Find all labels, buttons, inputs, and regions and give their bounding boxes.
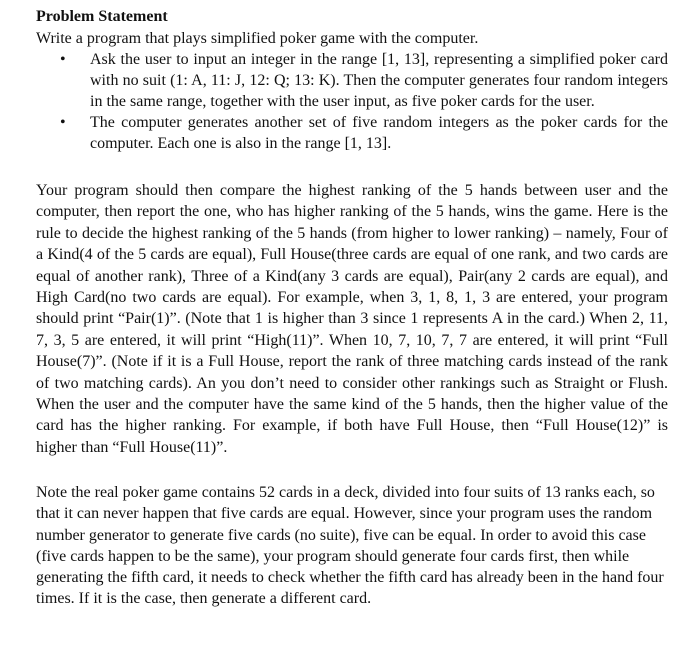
bullet-icon: • (60, 114, 66, 131)
note-paragraph: Note the real poker game contains 52 cards in a deck, divided into four suits of 13 ranks each, so that it can never happen that five cards are equal. However, since your program uses the random number generator to generate five cards (no suite), five can be equal. In order to avoid this case (five cards happen to be the same), your program should generate four cards first, then while generating the fifth card, it needs to check whether the fifth card has already been in the hand four times. If it is the case, then generate a different card. (36, 484, 664, 608)
list-item (36, 49, 668, 112)
list-item (36, 112, 668, 154)
intro-text: Write a program that plays simplified poker game with the computer. (36, 30, 479, 47)
document-page (36, 6, 668, 610)
list-item-text: Ask the user to input an integer in the range [1, 13], representing a simplified poker card with no suit (1: A, 11: J, 12: Q; 13: K). Then the computer generates four random integers in the same range, together with the user input, as five poker cards for the user. (90, 51, 668, 110)
bullet-icon: • (60, 51, 66, 68)
list-item-text: The computer generates another set of five random integers as the poker cards for the computer. Each one is also in the range [1, 13]. (90, 114, 668, 152)
rules-paragraph: Your program should then compare the highest ranking of the 5 hands between user and the computer, then report the one, who has higher ranking of the 5 hands, wins the game. Here is the rule to decide the highest ranking of the 5 hands (from higher to lower ranking) – namely, Four of a Kind(4 of the 5 cards are equal), Full House(three cards are equal of one rank, and two cards are equal of another rank), Three of a Kind(any 3 cards are equal), Pair(any 2 cards are equal), and High Card(no two cards are equal). For example, when 3, 1, 8, 1, 3 are entered, your program should print “Pair(1)”. (Note that 1 is higher than 3 since 1 represents A in the card.) When 2, 11, 7, 3, 5 are entered, it will print “High(11)”. When 10, 7, 10, 7, 7 are entered, it will print “Full House(7)”. (Note if it is a Full House, report the rank of three matching cards instead of the rank of two matching cards). An you don’t need to consider other rankings such as Straight or Flush. When the user and the computer have the same kind of the 5 hands, then the higher value of the card has the higher ranking. For example, if both have Full House, then “Full House(12)” is higher than “Full House(11)”. (36, 182, 668, 456)
page-title: Problem Statement (36, 8, 168, 25)
requirements-list (36, 49, 668, 154)
